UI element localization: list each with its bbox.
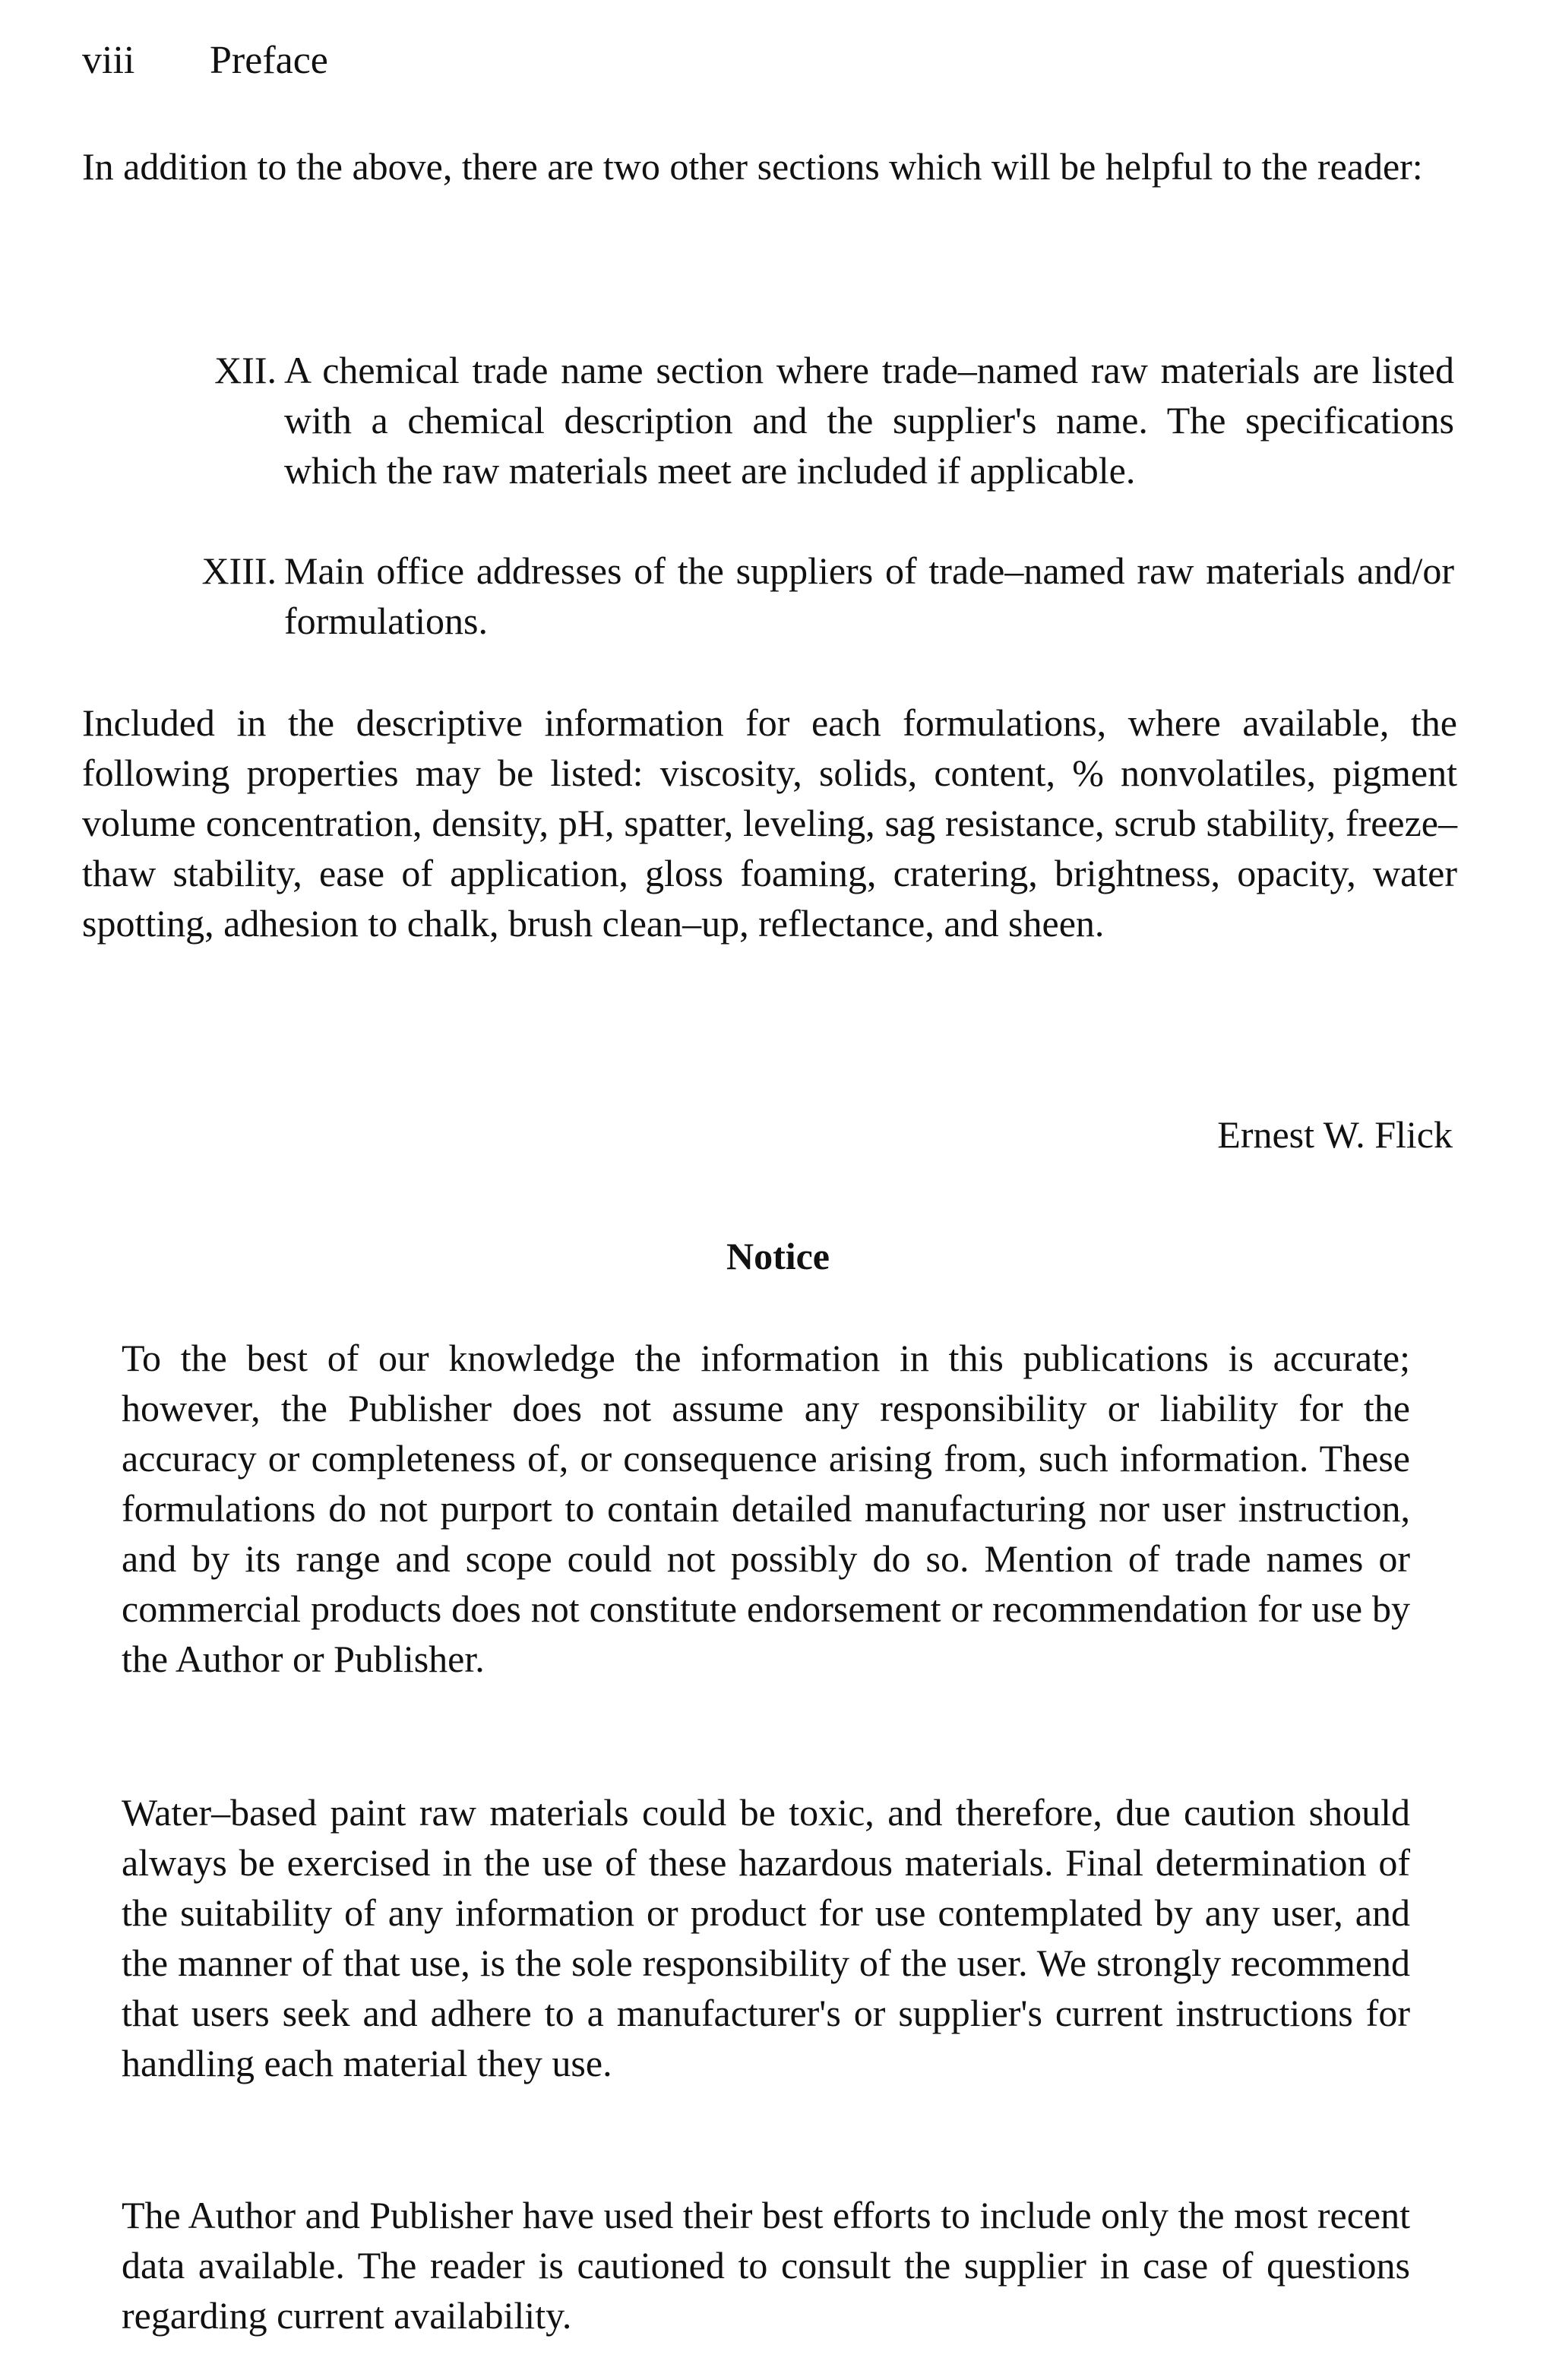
- notice-heading: Notice: [726, 1235, 830, 1277]
- notice-paragraph: Water–based paint raw materials could be toxic, and therefore, due caution should always be exercised in the use of these hazardous materials. Final determination of the suitability of any information or product for use contemplated by any user, and the manner of that use, is the sole responsibility of the user. We strongly recommend that users seek and adhere to a manufacturer's or supplier's current instructions for handling each material they use.: [122, 1791, 1410, 2084]
- properties-paragraph: Included in the descriptive information for each formulations, where available, the following properties may be listed: viscosity, solids, content, % nonvolatiles, pigment volume concentration, density, pH, spatter, leveling, sag resistance, scrub stability, freeze–thaw stability, ease of application, gloss foaming, cratering, brightness, opacity, water spotting, adhesion to chalk, brush clean–up, reflectance, and sheen.: [82, 701, 1457, 945]
- list-item-text: Main office addresses of the suppliers of trade–named raw materials and/or formulations.: [284, 549, 1454, 642]
- list-item-number: XIII.: [201, 549, 277, 592]
- list-item-number: XII.: [214, 349, 277, 391]
- section-list-item: [163, 546, 1454, 646]
- intro-paragraph: In addition to the above, there are two other sections which will be helpful to the reader:: [82, 145, 1423, 188]
- running-head-title: Preface: [210, 39, 328, 82]
- author-signature: Ernest W. Flick: [1217, 1113, 1453, 1156]
- list-item-text: A chemical trade name section where trade–named raw materials are listed with a chemical description and the supplier's name. The specifications which the raw materials meet are included if applicable.: [284, 349, 1454, 492]
- notice-paragraph: To the best of our knowledge the information in this publications is accurate; however, the Publisher does not assume any responsibility or liability for the accuracy or completeness of, or consequence arising from, such information. These formulations do not purport to contain detailed manufacturing nor user instruction, and by its range and scope could not possibly do so. Mention of trade names or commercial products does not constitute endorsement or recommendation for use by the Author or Publisher.: [122, 1337, 1410, 1680]
- running-head: [82, 36, 328, 85]
- page-number: viii: [82, 39, 135, 82]
- section-list-item: [163, 345, 1454, 546]
- notice-paragraph: The Author and Publisher have used their best efforts to include only the most recent data available. The reader is cautioned to consult the supplier in case of questions regarding current availability.: [122, 2194, 1410, 2337]
